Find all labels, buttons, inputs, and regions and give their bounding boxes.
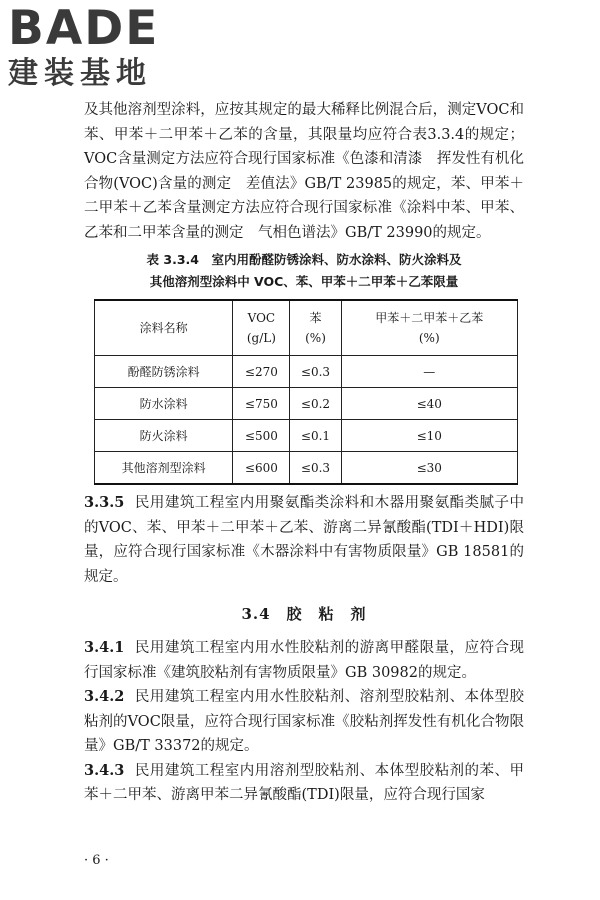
- table-cell: 其他溶剂型涂料: [95, 452, 233, 485]
- clause-number: 3.3.5: [84, 494, 125, 511]
- header-toluene-xylene-ethylbenzene: 甲苯＋二甲苯＋乙苯 (%): [341, 300, 517, 356]
- clause-text: 民用建筑工程室内用水性胶粘剂的游离甲醛限量，应符合现行国家标准《建筑胶粘剂有害物质限量》GB 30982的规定。: [84, 640, 524, 681]
- table-cell: ≤750: [233, 388, 290, 420]
- clause-3-4-2: [84, 685, 524, 759]
- table-cell: ≤0.1: [290, 420, 341, 452]
- table-header-row: [95, 300, 518, 356]
- paragraph-intro: 及其他溶剂型涂料，应按其规定的最大稀释比例混合后，测定VOC和苯、甲苯＋二甲苯＋乙苯的含量，其限量均应符合表3.3.4的规定；VOC含量测定方法应符合现行国家标准《色漆和清漆 挥发性有机化合物(VOC)含量的测定 差值法》GB/T 23985的规定，苯、甲苯＋二甲苯＋乙苯含量测定方法应符合现行国家标准《涂料中苯、甲苯、乙苯和二甲苯含量的测定 气相色谱法》GB/T 23990的规定。: [84, 102, 524, 241]
- clause-3-3-5: [84, 491, 524, 589]
- document-body: [84, 98, 524, 808]
- table-cell: ≤0.3: [290, 356, 341, 388]
- table-cell: —: [341, 356, 517, 388]
- clause-text: 民用建筑工程室内用溶剂型胶粘剂、本体型胶粘剂的苯、甲苯＋二甲苯、游离甲苯二异氰酸酯(TDI)限量，应符合现行国家: [84, 762, 524, 803]
- clause-3-4-1: [84, 636, 524, 685]
- clause-number: 3.4.3: [84, 761, 125, 779]
- table-cell: 防水涂料: [95, 388, 233, 420]
- table-row: [95, 356, 518, 388]
- table-cell: ≤600: [233, 452, 290, 485]
- table-cell: ≤0.3: [290, 452, 341, 485]
- clause-3-4-3: [84, 759, 524, 808]
- logo-brand: BADE: [8, 1, 160, 56]
- table-cell: 防火涂料: [95, 420, 233, 452]
- table-row: [95, 420, 518, 452]
- table-caption: [84, 249, 524, 293]
- logo-subtitle: 建装基地: [8, 56, 152, 91]
- table-cell: ≤500: [233, 420, 290, 452]
- table-row: [95, 452, 518, 485]
- table-caption-line1: 表 3.3.4 室内用酚醛防锈涂料、防水涂料、防火涂料及: [146, 252, 462, 267]
- clause-text: 民用建筑工程室内用水性胶粘剂、溶剂型胶粘剂、本体型胶粘剂的VOC限量，应符合现行国家标准《胶粘剂挥发性有机化合物限量》GB/T 33372的规定。: [84, 689, 524, 754]
- section-title: 3.4 胶 粘 剂: [241, 605, 367, 623]
- limits-table: [94, 299, 518, 485]
- clause-text: 民用建筑工程室内用聚氨酯类涂料和木器用聚氨酯类腻子中的VOC、苯、甲苯＋二甲苯＋乙苯、游离二异氰酸酯(TDI＋HDI)限量，应符合现行国家标准《木器涂料中有害物质限量》GB 18581的规定。: [84, 495, 524, 585]
- header-voc: VOC (g/L): [233, 300, 290, 356]
- page-number: · 6 ·: [84, 853, 109, 868]
- header-benzene: 苯 (%): [290, 300, 341, 356]
- clause-number: 3.4.1: [84, 639, 125, 656]
- header-coating-name: 涂料名称: [95, 300, 233, 356]
- table-cell: 酚醛防锈涂料: [95, 356, 233, 388]
- logo: [8, 1, 178, 100]
- table-cell: ≤30: [341, 452, 517, 485]
- clause-number: 3.4.2: [84, 688, 125, 705]
- table-cell: ≤10: [341, 420, 517, 452]
- table-cell: ≤270: [233, 356, 290, 388]
- table-caption-line2: 其他溶剂型涂料中 VOC、苯、甲苯＋二甲苯＋乙苯限量: [149, 274, 459, 289]
- table-row: [95, 388, 518, 420]
- table-cell: ≤40: [341, 388, 517, 420]
- table-cell: ≤0.2: [290, 388, 341, 420]
